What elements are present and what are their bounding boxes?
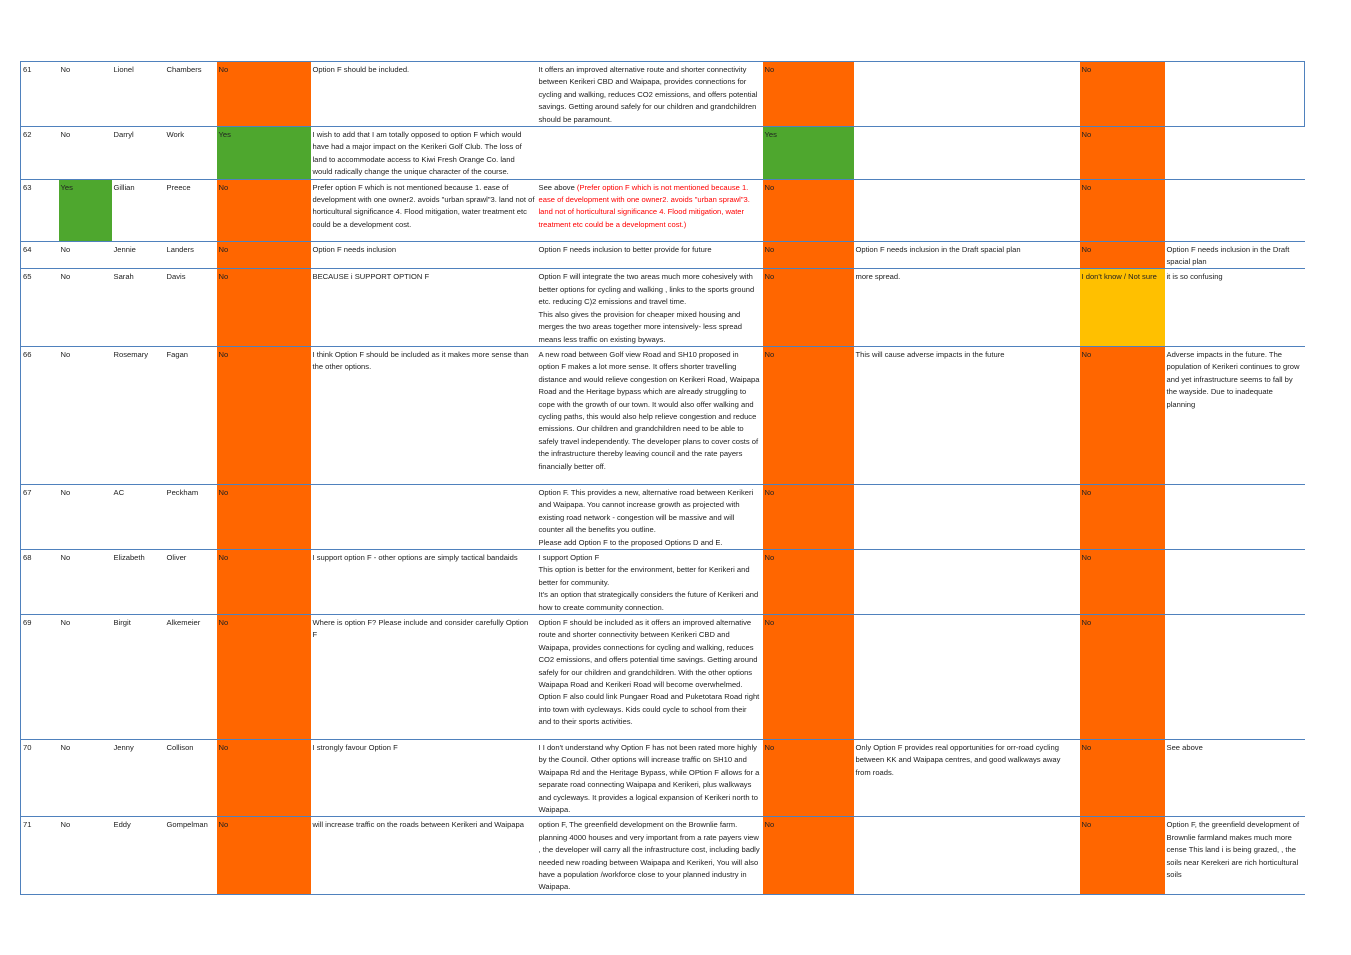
first-name-cell[interactable] bbox=[112, 614, 165, 739]
q2-comment-cell[interactable] bbox=[311, 346, 537, 484]
q5-comment-text: Option F needs inclusion in the Draft spacial plan bbox=[1166, 244, 1290, 267]
q2-answer-cell[interactable] bbox=[217, 817, 311, 894]
q2-comment-text: I strongly favour Option F bbox=[312, 742, 398, 752]
last-name-text: Alkemeier bbox=[166, 617, 201, 627]
q3-comment-text: It offers an improved alternative route and shorter connectivity between Kerikeri CBD and Waipapa, provides connections for cycling and walking, reduces CO2 emissions, and offers potential savings. Getting around safely for our children and grandchildren should be paramount. bbox=[538, 65, 758, 124]
last-name-cell[interactable] bbox=[165, 269, 217, 346]
q1-answer-text: No bbox=[60, 244, 71, 254]
q1-answer-text: No bbox=[60, 349, 71, 359]
q1-answer-cell[interactable] bbox=[59, 269, 112, 346]
q3-comment-cell[interactable] bbox=[537, 346, 763, 484]
q2-comment-cell[interactable] bbox=[311, 484, 537, 549]
q4-answer-text: No bbox=[764, 244, 775, 254]
q3-comment-cell[interactable] bbox=[537, 817, 763, 894]
q3-comment-cell[interactable] bbox=[537, 614, 763, 739]
q3-comment-text: I I don't understand why Option F has not been rated more highly by the Council. Other options will increase traffic on SH10 and Waipapa Rd and the Heritage Bypass, while OPtion F allows for a separate road connecting Waipapa and Kerikeri, plus walkways and cycleways. It provides a logical expansion of Kerikeri north to Waipapa. bbox=[538, 742, 760, 814]
q2-answer-cell[interactable] bbox=[217, 269, 311, 346]
q4-answer-text: No bbox=[764, 820, 775, 830]
table-row bbox=[21, 614, 1305, 739]
q4-answer-cell[interactable] bbox=[763, 269, 854, 346]
q5-comment-cell[interactable] bbox=[1165, 817, 1305, 894]
q3-comment-cell[interactable] bbox=[537, 549, 763, 614]
table-row bbox=[21, 62, 1305, 127]
last-name-text: Fagan bbox=[166, 349, 189, 359]
q2-comment-cell[interactable] bbox=[311, 614, 537, 739]
q5-comment-cell[interactable] bbox=[1165, 269, 1305, 346]
last-name-text: Chambers bbox=[166, 65, 202, 74]
q5-answer-cell[interactable] bbox=[1080, 817, 1165, 894]
q4-comment-cell[interactable] bbox=[854, 549, 1080, 614]
spreadsheet-sheet bbox=[20, 61, 1304, 895]
response-id-text: 67 bbox=[23, 487, 32, 497]
q1-answer-text: No bbox=[60, 820, 71, 830]
q1-answer-text: Yes bbox=[60, 182, 73, 192]
q4-comment-cell[interactable] bbox=[854, 739, 1080, 816]
response-id-text: 62 bbox=[23, 130, 32, 140]
q4-comment-text: Only Option F provides real opportunities for orr-road cycling between KK and Waipapa centres, and good walkways away from roads. bbox=[855, 742, 1061, 777]
q2-answer-text: No bbox=[218, 617, 229, 627]
q4-answer-cell[interactable] bbox=[763, 127, 854, 180]
response-id-text: 61 bbox=[23, 65, 32, 74]
q5-comment-cell[interactable] bbox=[1165, 127, 1305, 180]
q4-answer-cell[interactable] bbox=[763, 549, 854, 614]
q3-comment-cell[interactable] bbox=[537, 241, 763, 269]
q3-comment-text: See above bbox=[538, 182, 577, 192]
first-name-text: Eddy bbox=[113, 820, 131, 830]
response-id-cell[interactable] bbox=[21, 269, 59, 346]
q2-answer-text: No bbox=[218, 487, 229, 497]
response-id-text: 70 bbox=[23, 742, 32, 752]
q3-comment-text: option F, The greenfield development on the Brownlie farm. planning 4000 houses and very important from a rate payers view , the developer will carry all the infrastructure cost, including badly needed new roading between Waipapa and Kerikeri, You will also have a population /workforce close to your planned industry in Waipapa. bbox=[538, 820, 760, 892]
table-row bbox=[21, 549, 1305, 614]
first-name-cell[interactable] bbox=[112, 179, 165, 241]
q4-answer-cell[interactable] bbox=[763, 484, 854, 549]
q2-answer-text: No bbox=[218, 349, 229, 359]
q1-answer-cell[interactable] bbox=[59, 817, 112, 894]
q3-comment-cell[interactable] bbox=[537, 179, 763, 241]
first-name-cell[interactable] bbox=[112, 817, 165, 894]
q2-comment-cell[interactable] bbox=[311, 817, 537, 894]
q1-answer-cell[interactable] bbox=[59, 614, 112, 739]
q2-comment-text: Where is option F? Please include and consider carefully Option F bbox=[312, 617, 529, 640]
table-body bbox=[21, 62, 1305, 895]
last-name-text: Oliver bbox=[166, 552, 187, 562]
q2-answer-text: No bbox=[218, 182, 229, 192]
q2-answer-text: No bbox=[218, 272, 229, 282]
q3-comment-cell[interactable] bbox=[537, 269, 763, 346]
q1-answer-cell[interactable] bbox=[59, 346, 112, 484]
q4-answer-text: No bbox=[764, 552, 775, 562]
q1-answer-text: No bbox=[60, 272, 71, 282]
q2-answer-text: No bbox=[218, 244, 229, 254]
q2-comment-text: Option F needs inclusion bbox=[312, 244, 397, 254]
q5-answer-cell[interactable] bbox=[1080, 484, 1165, 549]
response-id-cell[interactable] bbox=[21, 817, 59, 894]
response-id-cell[interactable] bbox=[21, 739, 59, 816]
q2-comment-cell[interactable] bbox=[311, 127, 537, 180]
q5-answer-text: No bbox=[1081, 487, 1092, 497]
q3-comment-cell[interactable] bbox=[537, 127, 763, 180]
q5-answer-cell[interactable] bbox=[1080, 269, 1165, 346]
q2-comment-cell[interactable] bbox=[311, 269, 537, 346]
first-name-text: Rosemary bbox=[113, 349, 149, 359]
table-row bbox=[21, 127, 1305, 180]
last-name-cell[interactable] bbox=[165, 241, 217, 269]
q3-comment-text: Option F should be included as it offers an improved alternative route and shorter connectivity between Kerikeri CBD and Waipapa, provides connections for cycling and walking, reduces CO2 emissions, and offers potential time savings. Getting around safely for our children and grandchildren. With the other options Waipapa Road and Kerikeri Road will become overwhelmed. Option F also could link Pungaer Road and Puketotara Road right into town with cycleways. Kids could cycle to school from their and to their sports activities. bbox=[538, 617, 760, 727]
first-name-text: Jennie bbox=[113, 244, 136, 254]
q5-comment-cell[interactable] bbox=[1165, 549, 1305, 614]
last-name-cell[interactable] bbox=[165, 484, 217, 549]
first-name-cell[interactable] bbox=[112, 241, 165, 269]
q4-comment-cell[interactable] bbox=[854, 484, 1080, 549]
q2-answer-cell[interactable] bbox=[217, 241, 311, 269]
last-name-cell[interactable] bbox=[165, 817, 217, 894]
q1-answer-text: No bbox=[60, 552, 71, 562]
q5-comment-cell[interactable] bbox=[1165, 179, 1305, 241]
first-name-cell[interactable] bbox=[112, 346, 165, 484]
last-name-cell[interactable] bbox=[165, 62, 217, 127]
q1-answer-text: No bbox=[60, 487, 71, 497]
first-name-cell[interactable] bbox=[112, 549, 165, 614]
table-row bbox=[21, 817, 1305, 894]
q4-answer-text: No bbox=[764, 272, 775, 282]
q5-answer-cell[interactable] bbox=[1080, 62, 1165, 127]
q1-answer-cell[interactable] bbox=[59, 62, 112, 127]
q1-answer-cell[interactable] bbox=[59, 739, 112, 816]
table-row bbox=[21, 346, 1305, 484]
q5-answer-text: I don't know / Not sure bbox=[1081, 272, 1157, 282]
first-name-cell[interactable] bbox=[112, 269, 165, 346]
last-name-cell[interactable] bbox=[165, 127, 217, 180]
first-name-text: Lionel bbox=[113, 65, 134, 74]
q2-comment-cell[interactable] bbox=[311, 549, 537, 614]
q4-answer-text: No bbox=[764, 182, 775, 192]
q5-answer-text: No bbox=[1081, 130, 1092, 140]
q3-comment-text: I support Option F This option is better for the environment, better for Kerikeri and better for community. It's an option that strategically considers the future of Kerikeri and how to create community connection. bbox=[538, 552, 759, 612]
q5-answer-cell[interactable] bbox=[1080, 346, 1165, 484]
q4-answer-text: No bbox=[764, 617, 775, 627]
q4-answer-cell[interactable] bbox=[763, 739, 854, 816]
q2-comment-text: I wish to add that I am totally opposed to option F which would have had a major impact on the Kerikeri Golf Club. The loss of land to accommodate access to Kiwi Fresh Orange Co. land would radically change the unique character of the course. bbox=[312, 130, 522, 177]
q3-comment-text: Option F needs inclusion to better provide for future bbox=[538, 244, 712, 254]
q2-comment-text: Prefer option F which is not mentioned because 1. ease of development with one owner2. avoids "urban sprawl"3. land not of horticultural significance 4. Flood mitigation, water treatment etc could be a development cost. bbox=[312, 182, 535, 229]
q2-comment-text: will increase traffic on the roads between Kerikeri and Waipapa bbox=[312, 820, 524, 830]
last-name-cell[interactable] bbox=[165, 614, 217, 739]
first-name-cell[interactable] bbox=[112, 62, 165, 127]
q3-comment-text: Option F will integrate the two areas much more cohesively with better options for cycling and walking , links to the sports ground etc. reducing C)2 emissions and travel time. This also gives the provision for cheaper mixed housing and merges the two areas together more intensively- less spread means less traffic on existing byways. bbox=[538, 272, 755, 344]
q4-answer-text: No bbox=[764, 65, 775, 74]
first-name-text: Jenny bbox=[113, 742, 134, 752]
q4-answer-cell[interactable] bbox=[763, 817, 854, 894]
q4-answer-text: No bbox=[764, 487, 775, 497]
q4-answer-text: Yes bbox=[764, 130, 777, 140]
last-name-text: Preece bbox=[166, 182, 191, 192]
q5-answer-cell[interactable] bbox=[1080, 127, 1165, 180]
q5-comment-cell[interactable] bbox=[1165, 739, 1305, 816]
last-name-text: Davis bbox=[166, 272, 186, 282]
response-id-text: 68 bbox=[23, 552, 32, 562]
q2-comment-text: I support option F - other options are simply tactical bandaids bbox=[312, 552, 518, 562]
table-row bbox=[21, 269, 1305, 346]
q3-comment-cell[interactable] bbox=[537, 739, 763, 816]
first-name-cell[interactable] bbox=[112, 739, 165, 816]
first-name-text: AC bbox=[113, 487, 125, 497]
q1-answer-text: No bbox=[60, 617, 71, 627]
response-id-cell[interactable] bbox=[21, 549, 59, 614]
q4-answer-cell[interactable] bbox=[763, 241, 854, 269]
q1-answer-text: No bbox=[60, 742, 71, 752]
first-name-text: Sarah bbox=[113, 272, 134, 282]
q4-answer-cell[interactable] bbox=[763, 346, 854, 484]
response-id-text: 65 bbox=[23, 272, 32, 282]
response-id-cell[interactable] bbox=[21, 241, 59, 269]
response-id-text: 66 bbox=[23, 349, 32, 359]
q2-comment-text: I think Option F should be included as it makes more sense than the other options. bbox=[312, 349, 529, 372]
q1-answer-cell[interactable] bbox=[59, 241, 112, 269]
q5-comment-cell[interactable] bbox=[1165, 241, 1305, 269]
q1-answer-cell[interactable] bbox=[59, 549, 112, 614]
response-id-cell[interactable] bbox=[21, 127, 59, 180]
response-id-text: 64 bbox=[23, 244, 32, 254]
q4-comment-cell[interactable] bbox=[854, 241, 1080, 269]
q2-comment-cell[interactable] bbox=[311, 179, 537, 241]
q5-answer-cell[interactable] bbox=[1080, 549, 1165, 614]
q2-answer-text: No bbox=[218, 820, 229, 830]
response-id-text: 71 bbox=[23, 820, 32, 830]
q5-answer-text: No bbox=[1081, 182, 1092, 192]
q1-answer-text: No bbox=[60, 130, 71, 140]
q2-answer-text: No bbox=[218, 65, 229, 74]
last-name-cell[interactable] bbox=[165, 549, 217, 614]
q2-comment-cell[interactable] bbox=[311, 241, 537, 269]
q5-answer-text: No bbox=[1081, 742, 1092, 752]
last-name-text: Work bbox=[166, 130, 185, 140]
q5-comment-cell[interactable] bbox=[1165, 346, 1305, 484]
q1-answer-cell[interactable] bbox=[59, 127, 112, 180]
q5-comment-text: Option F, the greenfield development of Brownlie farmland makes much more cense This land i is being grazed, , the soils near Kerekeri are rich horticultural soils bbox=[1166, 820, 1300, 880]
q2-answer-cell[interactable] bbox=[217, 179, 311, 241]
first-name-text: Birgit bbox=[113, 617, 131, 627]
q4-comment-cell[interactable] bbox=[854, 62, 1080, 127]
q2-answer-text: Yes bbox=[218, 130, 231, 140]
q4-comment-cell[interactable] bbox=[854, 269, 1080, 346]
q5-answer-text: No bbox=[1081, 552, 1092, 562]
q4-comment-cell[interactable] bbox=[854, 817, 1080, 894]
table-row bbox=[21, 179, 1305, 241]
q5-answer-text: No bbox=[1081, 244, 1092, 254]
responses-table bbox=[20, 61, 1305, 895]
q2-answer-cell[interactable] bbox=[217, 484, 311, 549]
q5-comment-text: Adverse impacts in the future. The population of Kerikeri continues to grow and yet infrastructure seems to fall by the wayside. Due to inadequate planning bbox=[1166, 349, 1300, 409]
q3-comment-cell[interactable] bbox=[537, 62, 763, 127]
q5-comment-cell[interactable] bbox=[1165, 614, 1305, 739]
last-name-text: Peckham bbox=[166, 487, 199, 497]
last-name-text: Gompelman bbox=[166, 820, 208, 830]
q4-comment-cell[interactable] bbox=[854, 179, 1080, 241]
q4-comment-cell[interactable] bbox=[854, 614, 1080, 739]
q2-answer-cell[interactable] bbox=[217, 62, 311, 127]
first-name-text: Gillian bbox=[113, 182, 135, 192]
q3-comment-text: Option F. This provides a new, alternative road between Kerikeri and Waipapa. You cannot increase growth as projected with existing road network - congestion will be massive and will counter all the benefits you outline. Please add Option F to the proposed Options D and E. bbox=[538, 487, 754, 547]
q5-comment-cell[interactable] bbox=[1165, 484, 1305, 549]
q2-answer-cell[interactable] bbox=[217, 549, 311, 614]
q3-comment-cell[interactable] bbox=[537, 484, 763, 549]
q4-comment-text: Option F needs inclusion in the Draft spacial plan bbox=[855, 244, 1021, 254]
q2-comment-text: BECAUSE i SUPPORT OPTION F bbox=[312, 272, 430, 282]
response-id-text: 63 bbox=[23, 182, 32, 192]
q4-answer-cell[interactable] bbox=[763, 614, 854, 739]
table-row bbox=[21, 484, 1305, 549]
first-name-text: Elizabeth bbox=[113, 552, 145, 562]
q5-answer-cell[interactable] bbox=[1080, 739, 1165, 816]
q2-comment-cell[interactable] bbox=[311, 62, 537, 127]
q4-answer-cell[interactable] bbox=[763, 62, 854, 127]
response-id-cell[interactable] bbox=[21, 614, 59, 739]
q5-answer-text: No bbox=[1081, 349, 1092, 359]
q4-comment-cell[interactable] bbox=[854, 127, 1080, 180]
q5-answer-cell[interactable] bbox=[1080, 179, 1165, 241]
q5-answer-text: No bbox=[1081, 820, 1092, 830]
q4-answer-text: No bbox=[764, 742, 775, 752]
last-name-cell[interactable] bbox=[165, 179, 217, 241]
q2-comment-cell[interactable] bbox=[311, 739, 537, 816]
q5-comment-text: it is so confusing bbox=[1166, 272, 1223, 282]
q2-answer-cell[interactable] bbox=[217, 614, 311, 739]
q3-comment-text: A new road between Golf view Road and SH10 proposed in option F makes a lot more sense. It offers shorter travelling distance and would relieve congestion on Kerikeri Road, Waipapa Road and the Heritage bypass which are already struggling to cope with the growth of our town. It would also offer walking and cycling paths, this would also help relieve congestion and reduce emissions. Our children and grandchildren need to be able to safely travel independently. The developer plans to cover costs of the infrastructure thereby leaving council and the rate payers financially better off. bbox=[538, 349, 760, 471]
q4-comment-text: more spread. bbox=[855, 272, 901, 282]
q2-answer-text: No bbox=[218, 742, 229, 752]
q5-answer-text: No bbox=[1081, 617, 1092, 627]
q2-answer-cell[interactable] bbox=[217, 127, 311, 180]
q2-answer-text: No bbox=[218, 552, 229, 562]
last-name-cell[interactable] bbox=[165, 739, 217, 816]
q2-comment-text: Option F should be included. bbox=[312, 65, 410, 74]
q3-highlight-text: (Prefer option F which is not mentioned because 1. ease of development with one owner2. avoids "urban sprawl"3. land not of horticultural significance 4. Flood mitigation, water treatment etc could be a development cost.) bbox=[538, 182, 750, 229]
last-name-text: Landers bbox=[166, 244, 194, 254]
first-name-cell[interactable] bbox=[112, 484, 165, 549]
q1-answer-cell[interactable] bbox=[59, 484, 112, 549]
q5-comment-text: See above bbox=[1166, 742, 1203, 752]
q5-answer-text: No bbox=[1081, 65, 1092, 74]
response-id-cell[interactable] bbox=[21, 346, 59, 484]
q5-answer-cell[interactable] bbox=[1080, 241, 1165, 269]
q5-comment-cell[interactable] bbox=[1165, 62, 1305, 127]
first-name-cell[interactable] bbox=[112, 127, 165, 180]
response-id-cell[interactable] bbox=[21, 62, 59, 127]
response-id-cell[interactable] bbox=[21, 179, 59, 241]
response-id-cell[interactable] bbox=[21, 484, 59, 549]
q2-answer-cell[interactable] bbox=[217, 346, 311, 484]
q1-answer-cell[interactable] bbox=[59, 179, 112, 241]
q5-answer-cell[interactable] bbox=[1080, 614, 1165, 739]
response-id-text: 69 bbox=[23, 617, 32, 627]
q4-answer-cell[interactable] bbox=[763, 179, 854, 241]
first-name-text: Darryl bbox=[113, 130, 134, 140]
q4-comment-text: This will cause adverse impacts in the future bbox=[855, 349, 1005, 359]
q1-answer-text: No bbox=[60, 65, 71, 74]
table-row bbox=[21, 241, 1305, 269]
last-name-text: Collison bbox=[166, 742, 194, 752]
q4-comment-cell[interactable] bbox=[854, 346, 1080, 484]
q2-answer-cell[interactable] bbox=[217, 739, 311, 816]
table-row bbox=[21, 739, 1305, 816]
last-name-cell[interactable] bbox=[165, 346, 217, 484]
q4-answer-text: No bbox=[764, 349, 775, 359]
